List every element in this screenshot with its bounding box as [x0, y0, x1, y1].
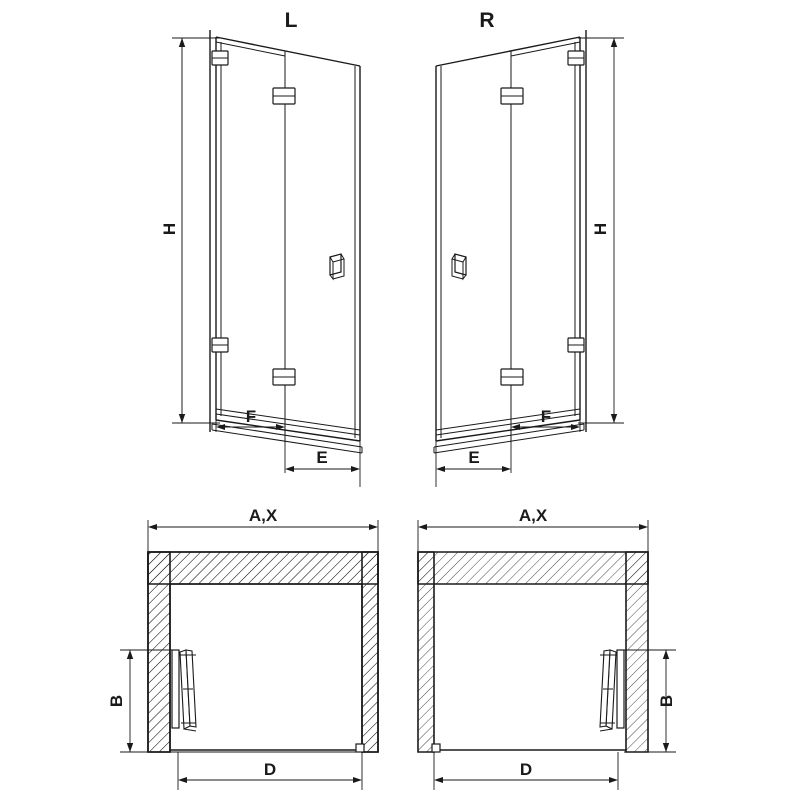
label-variant-left: L	[284, 9, 298, 32]
elevation-left-view	[160, 9, 362, 487]
dim-label-b-right: B	[657, 694, 676, 708]
dim-label-e-right: E	[468, 448, 480, 467]
label-variant-right: R	[479, 9, 495, 32]
plan-right-view	[418, 506, 676, 790]
elevation-right-view	[434, 9, 624, 487]
dim-label-f-right: F	[540, 407, 552, 426]
dim-label-b-left: B	[107, 694, 126, 708]
dim-label-ax-left: A,X	[248, 506, 278, 525]
dim-label-e-left: E	[316, 448, 328, 467]
dim-label-d-right: D	[519, 760, 533, 779]
dim-label-ax-right: A,X	[518, 506, 548, 525]
plan-right-door-leaves	[600, 650, 624, 731]
dim-label-height-left: H	[160, 222, 179, 236]
plan-left-door-leaves	[172, 650, 196, 731]
dim-label-f-left: F	[245, 407, 257, 426]
dim-label-height-right: H	[591, 222, 610, 236]
plan-left-view	[107, 506, 378, 790]
dim-label-d-left: D	[263, 760, 277, 779]
